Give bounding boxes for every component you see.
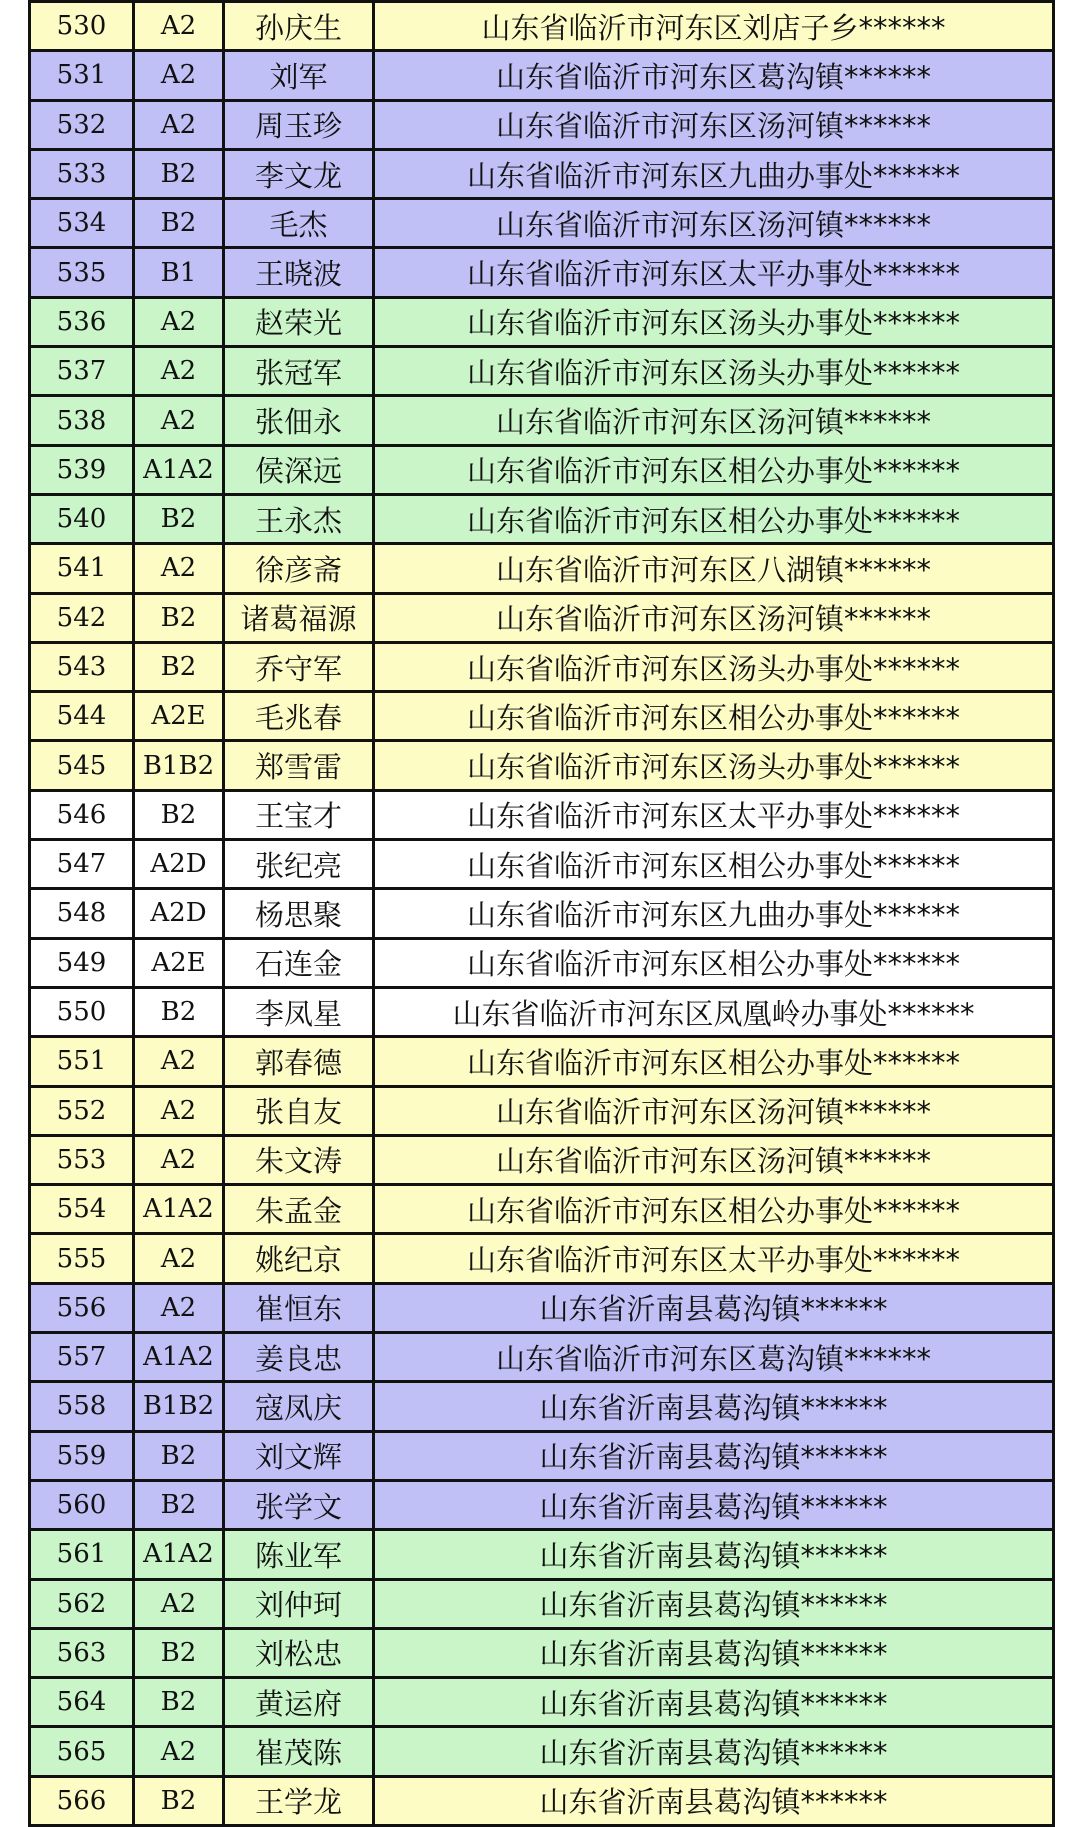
table-row [30, 347, 1054, 396]
address-cell: 山东省临沂市河东区汤头办事处****** [374, 741, 1054, 790]
row-number-cell: 549 [30, 938, 134, 987]
license-class-cell: A2 [134, 51, 224, 100]
table-row [30, 1480, 1054, 1529]
name-cell: 刘仲珂 [224, 1579, 374, 1628]
license-class-cell: B2 [134, 1431, 224, 1480]
address-cell: 山东省临沂市河东区相公办事处****** [374, 445, 1054, 494]
address-cell: 山东省沂南县葛沟镇****** [374, 1382, 1054, 1431]
name-cell: 毛杰 [224, 199, 374, 248]
table-row [30, 1431, 1054, 1480]
name-cell: 王学龙 [224, 1776, 374, 1825]
address-cell: 山东省临沂市河东区太平办事处****** [374, 1234, 1054, 1283]
table-row [30, 2, 1054, 51]
license-class-cell: A2 [134, 1086, 224, 1135]
row-number-cell: 561 [30, 1530, 134, 1579]
license-class-cell: A2 [134, 2, 224, 51]
row-number-cell: 554 [30, 1185, 134, 1234]
row-number-cell: 557 [30, 1333, 134, 1382]
name-cell: 石连金 [224, 938, 374, 987]
address-cell: 山东省临沂市河东区九曲办事处****** [374, 149, 1054, 198]
row-number-cell: 548 [30, 889, 134, 938]
table-row [30, 100, 1054, 149]
license-class-cell: B1 [134, 248, 224, 297]
address-cell: 山东省沂南县葛沟镇****** [374, 1431, 1054, 1480]
name-cell: 刘松忠 [224, 1628, 374, 1677]
name-cell: 张学文 [224, 1480, 374, 1529]
name-cell: 陈业军 [224, 1530, 374, 1579]
address-cell: 山东省临沂市河东区相公办事处****** [374, 494, 1054, 543]
name-cell: 张纪亮 [224, 840, 374, 889]
address-cell: 山东省临沂市河东区汤河镇****** [374, 396, 1054, 445]
license-class-cell: B2 [134, 149, 224, 198]
table-row [30, 1086, 1054, 1135]
license-class-cell: A1A2 [134, 1333, 224, 1382]
name-cell: 王永杰 [224, 494, 374, 543]
address-cell: 山东省沂南县葛沟镇****** [374, 1628, 1054, 1677]
row-number-cell: 563 [30, 1628, 134, 1677]
name-cell: 张佃永 [224, 396, 374, 445]
license-class-cell: A2E [134, 692, 224, 741]
name-cell: 乔守军 [224, 642, 374, 691]
address-cell: 山东省临沂市河东区相公办事处****** [374, 1037, 1054, 1086]
license-class-cell: A1A2 [134, 1530, 224, 1579]
row-number-cell: 553 [30, 1135, 134, 1184]
row-number-cell: 564 [30, 1678, 134, 1727]
table-row [30, 987, 1054, 1036]
name-cell: 张自友 [224, 1086, 374, 1135]
address-cell: 山东省沂南县葛沟镇****** [374, 1776, 1054, 1825]
table-row [30, 1382, 1054, 1431]
row-number-cell: 538 [30, 396, 134, 445]
name-cell: 姚纪京 [224, 1234, 374, 1283]
row-number-cell: 552 [30, 1086, 134, 1135]
row-number-cell: 542 [30, 593, 134, 642]
license-class-cell: A2E [134, 938, 224, 987]
row-number-cell: 535 [30, 248, 134, 297]
table-row [30, 1135, 1054, 1184]
table-row [30, 642, 1054, 691]
address-cell: 山东省临沂市河东区汤头办事处****** [374, 347, 1054, 396]
license-class-cell: B2 [134, 1480, 224, 1529]
license-class-cell: A2 [134, 1579, 224, 1628]
name-cell: 杨思聚 [224, 889, 374, 938]
row-number-cell: 541 [30, 544, 134, 593]
table-row [30, 248, 1054, 297]
address-cell: 山东省临沂市河东区汤头办事处****** [374, 297, 1054, 346]
record-table [28, 0, 1055, 1827]
name-cell: 王晓波 [224, 248, 374, 297]
row-number-cell: 550 [30, 987, 134, 1036]
address-cell: 山东省临沂市河东区相公办事处****** [374, 692, 1054, 741]
table-row [30, 741, 1054, 790]
row-number-cell: 556 [30, 1283, 134, 1332]
name-cell: 郑雪雷 [224, 741, 374, 790]
row-number-cell: 551 [30, 1037, 134, 1086]
address-cell: 山东省临沂市河东区汤河镇****** [374, 100, 1054, 149]
table-row [30, 51, 1054, 100]
row-number-cell: 547 [30, 840, 134, 889]
address-cell: 山东省沂南县葛沟镇****** [374, 1480, 1054, 1529]
name-cell: 寇凤庆 [224, 1382, 374, 1431]
license-class-cell: A2 [134, 544, 224, 593]
license-class-cell: B2 [134, 1628, 224, 1677]
address-cell: 山东省临沂市河东区汤河镇****** [374, 1086, 1054, 1135]
address-cell: 山东省沂南县葛沟镇****** [374, 1727, 1054, 1776]
name-cell: 李凤星 [224, 987, 374, 1036]
table-row [30, 149, 1054, 198]
license-class-cell: A2 [134, 297, 224, 346]
name-cell: 朱文涛 [224, 1135, 374, 1184]
license-class-cell: B2 [134, 593, 224, 642]
license-class-cell: B1B2 [134, 741, 224, 790]
table-row [30, 1333, 1054, 1382]
name-cell: 黄运府 [224, 1678, 374, 1727]
address-cell: 山东省临沂市河东区汤头办事处****** [374, 642, 1054, 691]
table-row [30, 938, 1054, 987]
address-cell: 山东省沂南县葛沟镇****** [374, 1283, 1054, 1332]
address-cell: 山东省沂南县葛沟镇****** [374, 1530, 1054, 1579]
row-number-cell: 534 [30, 199, 134, 248]
address-cell: 山东省临沂市河东区葛沟镇****** [374, 51, 1054, 100]
row-number-cell: 544 [30, 692, 134, 741]
name-cell: 崔茂陈 [224, 1727, 374, 1776]
name-cell: 侯深远 [224, 445, 374, 494]
address-cell: 山东省临沂市河东区相公办事处****** [374, 938, 1054, 987]
row-number-cell: 540 [30, 494, 134, 543]
name-cell: 郭春德 [224, 1037, 374, 1086]
table-row [30, 297, 1054, 346]
row-number-cell: 533 [30, 149, 134, 198]
license-class-cell: A1A2 [134, 1185, 224, 1234]
table-row [30, 593, 1054, 642]
address-cell: 山东省临沂市河东区八湖镇****** [374, 544, 1054, 593]
table-row [30, 199, 1054, 248]
row-number-cell: 545 [30, 741, 134, 790]
address-cell: 山东省临沂市河东区葛沟镇****** [374, 1333, 1054, 1382]
row-number-cell: 531 [30, 51, 134, 100]
address-cell: 山东省临沂市河东区相公办事处****** [374, 1185, 1054, 1234]
table-row [30, 1234, 1054, 1283]
license-class-cell: A2 [134, 1135, 224, 1184]
row-number-cell: 532 [30, 100, 134, 149]
table-row [30, 396, 1054, 445]
row-number-cell: 537 [30, 347, 134, 396]
address-cell: 山东省临沂市河东区汤河镇****** [374, 593, 1054, 642]
license-class-cell: A2 [134, 1037, 224, 1086]
table-row [30, 494, 1054, 543]
table-row [30, 544, 1054, 593]
license-class-cell: B1B2 [134, 1382, 224, 1431]
license-class-cell: B2 [134, 987, 224, 1036]
name-cell: 王宝才 [224, 790, 374, 839]
table-row [30, 1530, 1054, 1579]
row-number-cell: 539 [30, 445, 134, 494]
row-number-cell: 536 [30, 297, 134, 346]
license-class-cell: B2 [134, 642, 224, 691]
table-row [30, 1628, 1054, 1677]
name-cell: 孙庆生 [224, 2, 374, 51]
address-cell: 山东省临沂市河东区汤河镇****** [374, 199, 1054, 248]
table-row [30, 1678, 1054, 1727]
license-class-cell: A1A2 [134, 445, 224, 494]
table-row [30, 445, 1054, 494]
address-cell: 山东省临沂市河东区太平办事处****** [374, 248, 1054, 297]
address-cell: 山东省临沂市河东区相公办事处****** [374, 840, 1054, 889]
license-class-cell: B2 [134, 1678, 224, 1727]
license-class-cell: A2 [134, 1283, 224, 1332]
table-row [30, 1037, 1054, 1086]
table-row [30, 1283, 1054, 1332]
license-class-cell: A2D [134, 889, 224, 938]
table-row [30, 840, 1054, 889]
name-cell: 李文龙 [224, 149, 374, 198]
table-row [30, 1776, 1054, 1825]
record-table-body [30, 2, 1054, 1826]
row-number-cell: 543 [30, 642, 134, 691]
table-row [30, 1579, 1054, 1628]
row-number-cell: 559 [30, 1431, 134, 1480]
name-cell: 徐彦斋 [224, 544, 374, 593]
row-number-cell: 565 [30, 1727, 134, 1776]
address-cell: 山东省临沂市河东区汤河镇****** [374, 1135, 1054, 1184]
name-cell: 赵荣光 [224, 297, 374, 346]
name-cell: 张冠军 [224, 347, 374, 396]
row-number-cell: 558 [30, 1382, 134, 1431]
name-cell: 刘文辉 [224, 1431, 374, 1480]
name-cell: 周玉珍 [224, 100, 374, 149]
address-cell: 山东省临沂市河东区凤凰岭办事处****** [374, 987, 1054, 1036]
address-cell: 山东省临沂市河东区刘店子乡****** [374, 2, 1054, 51]
name-cell: 崔恒东 [224, 1283, 374, 1332]
row-number-cell: 560 [30, 1480, 134, 1529]
row-number-cell: 562 [30, 1579, 134, 1628]
name-cell: 朱孟金 [224, 1185, 374, 1234]
name-cell: 诸葛福源 [224, 593, 374, 642]
license-class-cell: A2 [134, 1234, 224, 1283]
address-cell: 山东省沂南县葛沟镇****** [374, 1678, 1054, 1727]
address-cell: 山东省沂南县葛沟镇****** [374, 1579, 1054, 1628]
license-class-cell: B2 [134, 1776, 224, 1825]
license-class-cell: B2 [134, 790, 224, 839]
row-number-cell: 566 [30, 1776, 134, 1825]
license-class-cell: A2 [134, 1727, 224, 1776]
license-class-cell: A2 [134, 396, 224, 445]
license-class-cell: B2 [134, 199, 224, 248]
license-class-cell: A2 [134, 100, 224, 149]
license-class-cell: B2 [134, 494, 224, 543]
row-number-cell: 530 [30, 2, 134, 51]
license-class-cell: A2 [134, 347, 224, 396]
name-cell: 姜良忠 [224, 1333, 374, 1382]
table-row [30, 1185, 1054, 1234]
table-row [30, 1727, 1054, 1776]
name-cell: 毛兆春 [224, 692, 374, 741]
table-row [30, 889, 1054, 938]
table-row [30, 790, 1054, 839]
row-number-cell: 546 [30, 790, 134, 839]
address-cell: 山东省临沂市河东区太平办事处****** [374, 790, 1054, 839]
name-cell: 刘军 [224, 51, 374, 100]
table-row [30, 692, 1054, 741]
license-class-cell: A2D [134, 840, 224, 889]
address-cell: 山东省临沂市河东区九曲办事处****** [374, 889, 1054, 938]
row-number-cell: 555 [30, 1234, 134, 1283]
